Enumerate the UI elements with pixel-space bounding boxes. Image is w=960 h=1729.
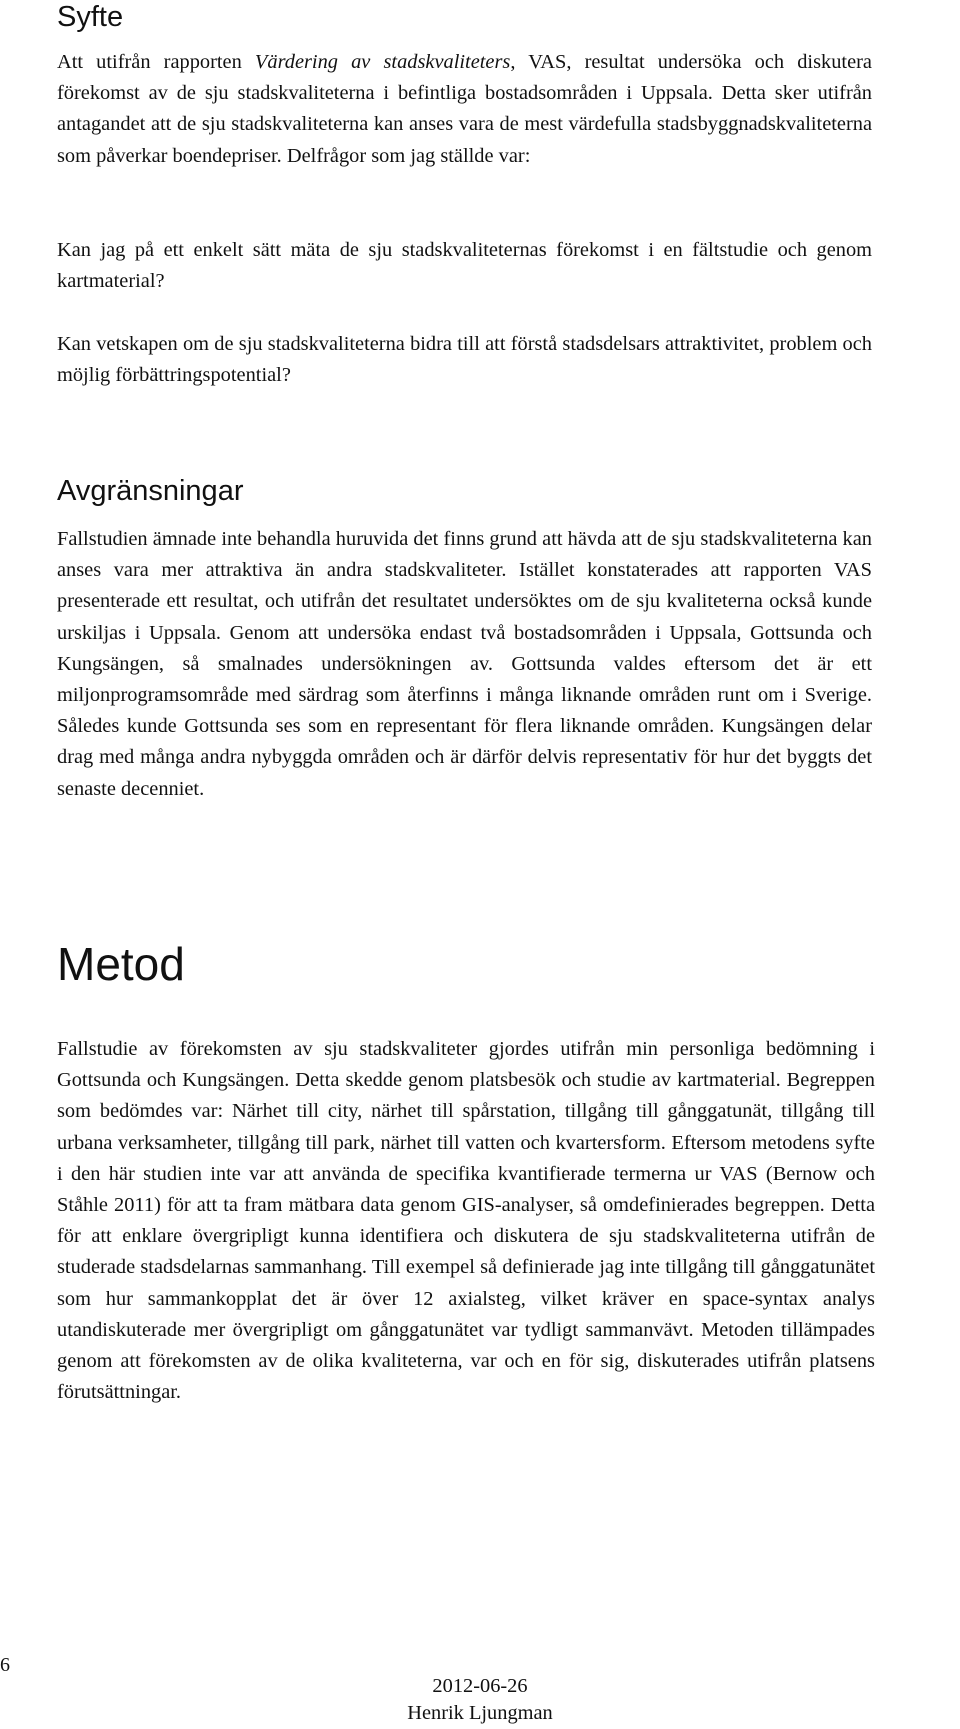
- heading-metod: Metod: [57, 938, 185, 990]
- syfte-text-pre: Att utifrån rapporten: [57, 51, 255, 73]
- heading-avgransningar: Avgränsningar: [57, 475, 244, 507]
- syfte-paragraph: [57, 47, 872, 172]
- syfte-text-post: , VAS, resultat undersöka och diskutera förekomst av de sju stadskvaliteterna i befintliga bostadsområden i Uppsala. Detta sker utifrån antagandet att de sju stadskvaliteterna kan anses vara de mest värdefulla stadsbyggnadskvaliteterna som påverkar boendepriser. Delfrågor som jag ställde var:: [57, 51, 872, 167]
- question-1: Kan jag på ett enkelt sätt mäta de sju stadskvaliteternas förekomst i en fältstudie och genom kartmaterial?: [57, 239, 872, 293]
- metod-paragraph: Fallstudie av förekomsten av sju stadskvaliteter gjordes utifrån min personliga bedömning i Gottsunda och Kungsängen. Detta skedde genom platsbesök och studie av kartmaterial. Begreppen som bedömdes var: Närhet till city, närhet till spårstation, tillgång till gånggatunät, tillgång till urbana verksamheter, tillgång till park, närhet till vatten och kvartersform. Eftersom metodens syfte i den här studien inte var att använda de specifika kvantifierade termerna ur VAS (Bernow och Ståhle 2011) för att ta fram mätbara data genom GIS-analyser, så omdefinierades begreppen. Detta för att enklare övergripligt kunna identifiera och diskutera de sju stadskvaliteterna utifrån de studerade stadsdelarnas sammanhang. Till exempel så definierade jag inte tillgång till gånggatunätet som hur sammankopplat det är över 12 axialsteg, vilket kräver en space-syntax analys utandiskuterade mer övergripligt om gånggatunätet var tydligt sammanvävt. Metoden tillämpades genom att förekomsten av de olika kvaliteterna, var och en för sig, diskuterades utifrån platsens förutsättningar.: [57, 1038, 875, 1404]
- question-2: Kan vetskapen om de sju stadskvaliteterna bidra till att förstå stadsdelsars attraktivitet, problem och möjlig förbättringspotential?: [57, 333, 872, 387]
- heading-syfte: Syfte: [57, 1, 124, 33]
- avgransningar-paragraph: Fallstudien ämnade inte behandla huruvida det finns grund att hävda att de sju stadskvaliteterna kan anses vara mer attraktiva än andra stadskvaliteter. Istället konstaterades att rapporten VAS presenterade ett resultat, och utifrån det resultatet undersöktes om de sju kvaliteterna också kunde urskiljas i Uppsala. Genom att undersöka endast två bostadsområden i Uppsala, Gottsunda och Kungsängen, så smalnades undersökningen av. Gottsunda valdes eftersom det är ett miljonprogramsområde med särdrag som återfinns i många liknande områden runt om i Sverige. Således kunde Gottsunda ses som en representant för flera liknande områden. Kungsängen delar drag med många andra nybyggda områden och är därför delvis representativ för hur det byggts det senaste decenniet.: [57, 528, 872, 800]
- footer-date: 2012-06-26: [432, 1675, 528, 1697]
- report-title-italic: Värdering av stadskvaliteters: [254, 51, 511, 73]
- page-number: 6: [0, 1654, 10, 1676]
- footer-author: Henrik Ljungman: [407, 1702, 553, 1724]
